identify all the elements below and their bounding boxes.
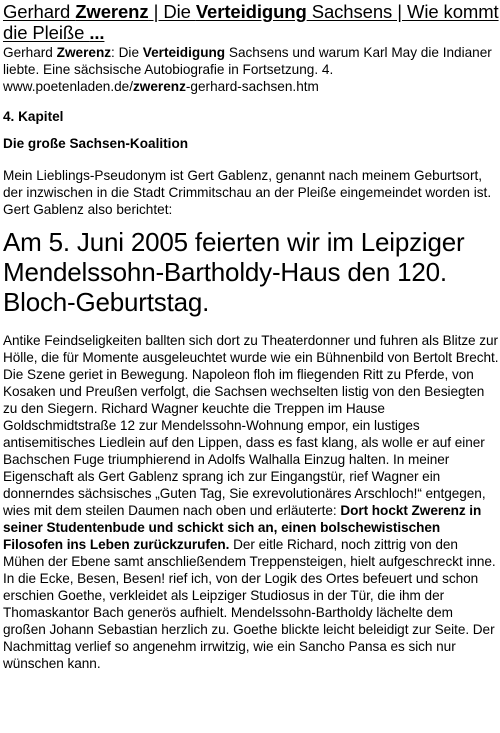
title-separator: | Die: [148, 1, 196, 22]
chapter-label: 4. Kapitel: [3, 109, 64, 124]
body-paragraph: [3, 332, 499, 672]
title-keyword: Verteidigung: [195, 1, 307, 22]
search-result-snippet: [3, 44, 499, 78]
snippet-bold-1: Zwerenz: [56, 45, 112, 60]
snippet-text-1: Gerhard: [3, 45, 57, 60]
url-bold: zwerenz: [133, 79, 186, 94]
snippet-text-3: Sachsens und warum Karl May die Indianer liebte. Eine sächsische Autobiografie in Fortsetzung. 4.: [3, 45, 492, 77]
search-result-title: [3, 1, 499, 43]
url-prefix: www.poetenladen.de/: [3, 79, 133, 94]
article-headline: Am 5. Juni 2005 feierten wir im Leipziger Mendelssohn-Bartholdy-Haus den 120. Bloch-Geburtstag.: [3, 227, 465, 317]
title-ellipsis: ...: [89, 22, 105, 43]
search-result-link[interactable]: [3, 1, 499, 43]
document-page: [0, 1, 500, 672]
section-heading: Die große Sachsen-Koalition: [3, 136, 189, 151]
search-result-url[interactable]: [3, 78, 499, 95]
body-text-part-2: Der eitle Richard, noch zittrig von den Mühen der Ebene samt anschließendem Treppensteigen, hielt aufgeschreckt inne. In die Ecke, Besen, Besen! rief ich, von der Logik des Ortes befeuert und schon erschien Goethe, verkleidet als Leipziger Studiosus in der Tür, die ihm der Thomaskantor Bach generös aufhielt. Mendelssohn-Bartholdy lächelte dem großen Johann Sebastian herzlich zu. Goethe blickte leicht beleidigt zur Seite. Der Nachmittag verlief so angenehm irrwitzig, wie ein Sancho Pansa es sich nur wünschen kann.: [3, 537, 496, 671]
url-suffix: -gerhard-sachsen.htm: [185, 79, 319, 94]
title-rest: Sachsens | Wie kommt die Pleiße: [3, 1, 499, 43]
intro-paragraph: Mein Lieblings-Pseudonym ist Gert Gablenz, genannt nach meinem Geburtsort, der inzwischen in die Stadt Crimmitschau an der Pleiße eingemeindet worden ist. Gert Gablenz also berichtet:: [3, 168, 492, 217]
title-author-last: Zwerenz: [75, 1, 149, 22]
title-author-first: Gerhard: [3, 1, 76, 22]
body-text-bold: Dort hockt Zwerenz in seiner Studentenbude und schickt sich an, einen bolschewistischen Filosofen ins Leben zurückzurufen.: [3, 503, 482, 552]
snippet-text-2: : Die: [111, 45, 143, 60]
snippet-bold-2: Verteidigung: [142, 45, 226, 60]
body-text-part-1: Antike Feindseligkeiten ballten sich dort zu Theaterdonner und fuhren als Blitze zur Hölle, die für Momente ausgeleuchtet wurde wie ein Bühnenbild von Bertolt Brecht. Die Szene geriet in Bewegung. Napoleon floh im fliegenden Ritt zu Pferde, von Kosaken und Preußen verfolgt, die Sachsen wechselten listig von den Besiegten zu den Siegern. Richard Wagner keuchte die Treppen im Hause Goldschmidtstraße 12 zur Mendelssohn-Wohnung empor, ein lustiges antisemitisches Liedlein auf den Lippen, dass es fast klang, als wolle er auf einer Bachschen Fuge triumphierend in Adolfs Walhalla Einzug halten. In meiner Eigenschaft als Gert Gablenz sprang ich zur Eingangstür, rief Wagner ein donnerndes sächsisches „Guten Tag, Sie exrevolutionäres Arschloch!“ entgegen, wies mit dem steilen Daumen nach oben und erläuterte:: [3, 333, 499, 518]
